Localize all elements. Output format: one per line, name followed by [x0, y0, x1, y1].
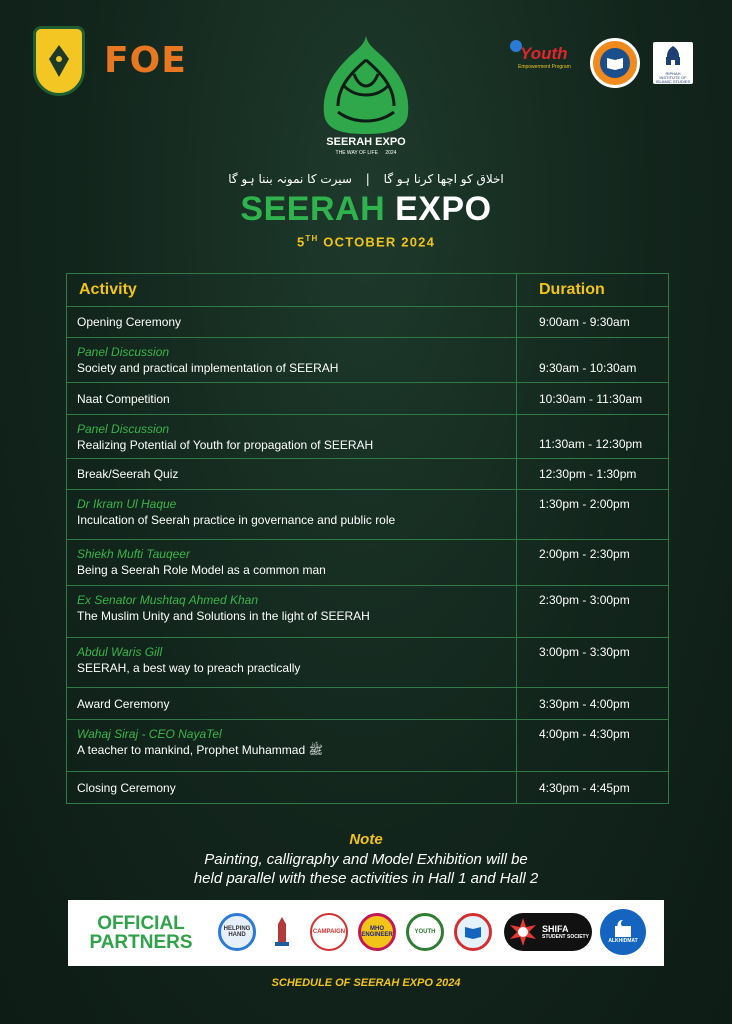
activity-cell — [67, 720, 517, 772]
partners-label — [82, 914, 200, 952]
table-header-row — [67, 274, 669, 307]
title-part-seerah: SEERAH — [240, 190, 386, 228]
activity-cell — [67, 540, 517, 586]
helping-hand-text: HELPING HAND — [223, 926, 251, 938]
shifa-student-society-logo — [504, 913, 592, 951]
page-title — [0, 190, 732, 229]
table-row — [67, 383, 669, 415]
date-suffix: TH — [305, 234, 319, 243]
table-row — [67, 338, 669, 383]
activity-title: Inculcation of Seerah practice in governance and public role — [77, 513, 396, 527]
urdu-tagline — [0, 172, 732, 186]
duration-cell: 3:00pm - 3:30pm — [517, 638, 669, 688]
riphah-institute-logo — [653, 42, 693, 84]
mho-engineer-logo — [358, 913, 396, 951]
partners-label-line1: OFFICIAL — [97, 913, 185, 934]
activity-cell — [67, 459, 517, 490]
activity-cell — [67, 383, 517, 415]
minaret-icon — [271, 916, 293, 948]
table-row — [67, 720, 669, 772]
partner-logo-2 — [266, 913, 298, 951]
seerah-expo-emblem — [310, 34, 422, 164]
society-round-logo — [590, 38, 640, 88]
table-row — [67, 638, 669, 688]
activity-speaker: Dr Ikram Ul Haque — [77, 497, 177, 511]
alkhidmat-text: ALKHIDMAT — [608, 938, 638, 944]
header-duration: Duration — [517, 274, 669, 307]
emblem-year: 2024 — [385, 150, 397, 156]
emblem-tagline: THE WAY OF LIFE — [335, 150, 378, 156]
riphah-institute-text: RIPHAH INSTITUTE OF ISLAMIC STUDIES — [655, 71, 691, 84]
activity-cell — [67, 338, 517, 383]
emblem-title: SEERAH EXPO — [326, 136, 406, 148]
activity-speaker: Shiekh Mufti Tauqeer — [77, 547, 190, 561]
date-month-year: OCTOBER 2024 — [318, 234, 436, 250]
riphah-crest-logo — [33, 26, 85, 96]
activity-title: Opening Ceremony — [77, 315, 182, 329]
schedule-table — [66, 273, 669, 804]
note-line-1: Painting, calligraphy and Model Exhibition will be — [204, 851, 528, 868]
activity-title: A teacher to mankind, Prophet Muhammad ﷺ — [77, 743, 323, 757]
starburst-icon — [508, 917, 538, 947]
activity-title: Society and practical implementation of SEERAH — [77, 361, 339, 375]
alkhidmat-logo — [600, 909, 646, 955]
duration-cell: 9:00am - 9:30am — [517, 307, 669, 338]
table-row — [67, 459, 669, 490]
shifa-subtext: STUDENT SOCIETY — [542, 934, 589, 940]
youth-partner-text: YOUTH — [414, 929, 436, 935]
activity-cell — [67, 415, 517, 459]
activity-title: Break/Seerah Quiz — [77, 467, 179, 481]
duration-cell: 9:30am - 10:30am — [517, 338, 669, 383]
note-text — [0, 850, 732, 888]
partners-label-line2: PARTNERS — [89, 932, 193, 953]
activity-speaker: Wahaj Siraj - CEO NayaTel — [77, 727, 222, 741]
activity-title: The Muslim Unity and Solutions in the light of SEERAH — [77, 609, 370, 623]
duration-cell: 1:30pm - 2:00pm — [517, 490, 669, 540]
table-row — [67, 415, 669, 459]
activity-title: Closing Ceremony — [77, 780, 176, 795]
activity-title: Award Ceremony — [77, 696, 170, 711]
duration-cell: 3:30pm - 4:00pm — [517, 688, 669, 720]
activity-title: Naat Competition — [77, 391, 170, 406]
activity-cell — [67, 490, 517, 540]
table-row — [67, 540, 669, 586]
table-row — [67, 772, 669, 804]
youth-empowerment-logo — [510, 40, 576, 80]
duration-cell: 4:00pm - 4:30pm — [517, 720, 669, 772]
table-row — [67, 490, 669, 540]
activity-speaker: Panel Discussion — [77, 421, 170, 436]
header-activity: Activity — [67, 274, 517, 307]
note-line-2: held parallel with these activities in Hall 1 and Hall 2 — [193, 870, 539, 887]
activity-cell — [67, 307, 517, 338]
duration-cell: 11:30am - 12:30pm — [517, 415, 669, 459]
helping-hand-logo — [218, 913, 256, 951]
urdu-tagline-right: اخلاق کو اچھا کرنا ہو گا — [383, 172, 504, 186]
activity-cell — [67, 772, 517, 804]
activity-title: Being a Seerah Role Model as a common man — [77, 563, 326, 577]
duration-cell: 12:30pm - 1:30pm — [517, 459, 669, 490]
partner-logo-6 — [454, 913, 492, 951]
youth-logo-subtext: Empowerment Program — [518, 64, 571, 70]
activity-cell — [67, 586, 517, 638]
activity-speaker: Ex Senator Mushtaq Ahmed Khan — [77, 593, 258, 607]
note-title: Note — [349, 831, 383, 848]
urdu-separator: | — [365, 172, 370, 186]
duration-cell: 4:30pm - 4:45pm — [517, 772, 669, 804]
campaign-text: CAMPAIGN — [312, 929, 346, 935]
duration-cell: 2:30pm - 3:00pm — [517, 586, 669, 638]
open-book-icon — [464, 925, 482, 939]
footer-caption: SCHEDULE OF SEERAH EXPO 2024 — [271, 977, 461, 989]
crescent-building-icon — [612, 920, 634, 938]
partner-campaign-logo — [310, 913, 348, 951]
dome-emblem-icon — [310, 34, 422, 134]
table-row — [67, 688, 669, 720]
duration-cell: 2:00pm - 2:30pm — [517, 540, 669, 586]
foe-logo: FOE — [104, 40, 187, 81]
shifa-text: SHIFA — [542, 924, 569, 934]
activity-speaker: Abdul Waris Gill — [77, 645, 163, 659]
activity-speaker: Panel Discussion — [77, 345, 170, 359]
date-day: 5 — [296, 234, 306, 250]
youth-partner-logo — [406, 913, 444, 951]
youth-logo-text: Youth — [520, 44, 568, 63]
mosque-icon — [663, 45, 683, 67]
event-date — [0, 234, 732, 249]
activity-cell — [67, 688, 517, 720]
activity-cell — [67, 638, 517, 688]
book-icon — [606, 56, 624, 70]
mho-engineer-text: MHO ENGINEER — [361, 926, 393, 938]
activity-title: SEERAH, a best way to preach practically — [77, 661, 301, 675]
partners-banner — [68, 900, 664, 966]
pen-nib-icon — [44, 43, 74, 79]
urdu-tagline-left: سیرت کا نمونہ بننا ہو گا — [228, 172, 352, 186]
activity-title: Realizing Potential of Youth for propagation of SEERAH — [77, 437, 374, 452]
table-row — [67, 307, 669, 338]
title-part-expo: EXPO — [385, 190, 492, 228]
table-row — [67, 586, 669, 638]
duration-cell: 10:30am - 11:30am — [517, 383, 669, 415]
